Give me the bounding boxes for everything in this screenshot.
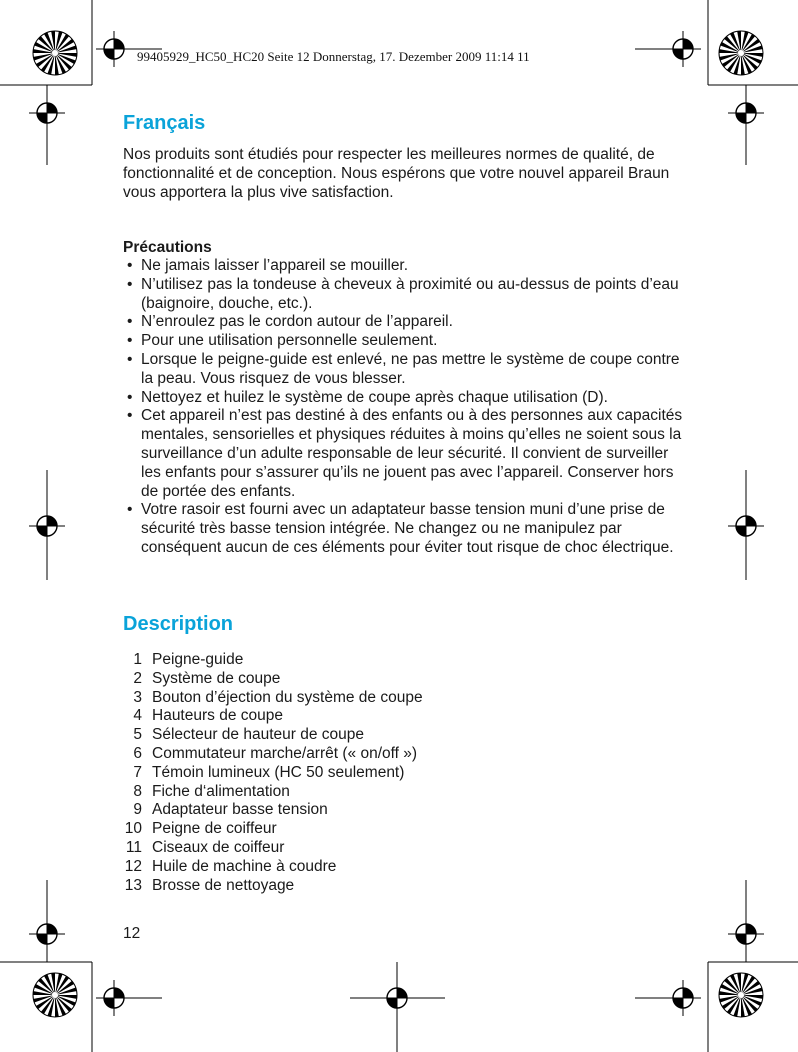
intro-paragraph: Nos produits sont étudiés pour respecter les meilleures normes de qualité, de fonctionnalité et de conception. Nous espérons que votre nouvel appareil Braun vous apportera la plus vive satisfaction.	[123, 146, 670, 201]
precaution-item: • N’utilisez pas la tondeuse à cheveux à proximité ou au-dessus de points d’eau (baignoire, douche, etc.).	[123, 276, 683, 314]
item-label: Peigne de coiffeur	[152, 820, 277, 838]
print-slug: 99405929_HC50_HC20 Seite 12 Donnerstag, 17. Dezember 2009 11:14 11	[137, 49, 530, 64]
precaution-item: • Nettoyez et huilez le système de coupe après chaque utilisation (D).	[123, 389, 683, 408]
item-number: 3	[133, 688, 142, 706]
item-label: Ciseaux de coiffeur	[152, 838, 285, 856]
item-label: Système de coupe	[152, 669, 281, 687]
item-number: 9	[133, 801, 142, 819]
star-target-icon	[33, 973, 77, 1017]
item-label: Brosse de nettoyage	[152, 876, 295, 894]
precaution-item: • Votre rasoir est fourni avec un adaptateur basse tension muni d’une prise de sécurité très basse tension intégrée. Ne changez ou ne manipulez par conséquent aucun de ces éléments pour éviter tout risque de choc électrique.	[123, 501, 683, 557]
item-number: 5	[133, 726, 142, 744]
item-number: 1	[133, 651, 142, 668]
precaution-item: • Lorsque le peigne-guide est enlevé, ne pas mettre le système de coupe contre la peau. Vous risquez de vous blesser.	[123, 351, 683, 389]
precaution-item: • N’enroulez pas le cordon autour de l’appareil.	[123, 313, 683, 332]
item-number: 8	[133, 782, 142, 800]
item-label: Huile de machine à coudre	[152, 857, 337, 875]
item-number: 11	[125, 838, 142, 856]
item-number: 7	[133, 763, 142, 781]
item-number: 4	[133, 707, 142, 725]
section-title-francais: Français	[123, 112, 206, 134]
item-label: Adaptateur basse tension	[152, 801, 328, 819]
star-target-icon	[33, 31, 77, 75]
item-number: 12	[124, 857, 142, 875]
precaution-item: • Ne jamais laisser l’appareil se mouiller.	[123, 257, 683, 276]
item-label: Témoin lumineux (HC 50 seulement)	[152, 763, 405, 781]
item-number: 13	[124, 876, 142, 894]
item-number: 6	[133, 744, 142, 762]
precautions-title: Précautions	[123, 239, 212, 256]
item-label: Fiche d‘alimentation	[152, 782, 290, 800]
item-number: 10	[124, 820, 142, 838]
precaution-item: • Cet appareil n’est pas destiné à des enfants ou à des personnes aux capacités mentales, sensorielles et physiques réduites à moins qu’elles ne soient sous la surveillance d’un adulte responsable de leur sécurité. Il convient de surveiller les enfants pour s’assurer qu’ils ne jouent pas avec l’appareil. Conserver hors de portée des enfants.	[123, 407, 683, 501]
star-target-icon	[719, 973, 763, 1017]
item-label: Commutateur marche/arrêt (« on/off »)	[152, 744, 418, 762]
item-label: Bouton d’éjection du système de coupe	[152, 688, 423, 706]
page-number: 12	[123, 925, 141, 942]
item-number: 2	[133, 669, 142, 687]
item-label: Hauteurs de coupe	[152, 707, 283, 725]
item-label: Sélecteur de hauteur de coupe	[152, 726, 364, 744]
star-target-icon	[719, 31, 763, 75]
section-title-description: Description	[123, 613, 234, 635]
item-label: Peigne-guide	[152, 651, 244, 668]
precaution-item: • Pour une utilisation personnelle seulement.	[123, 332, 683, 351]
